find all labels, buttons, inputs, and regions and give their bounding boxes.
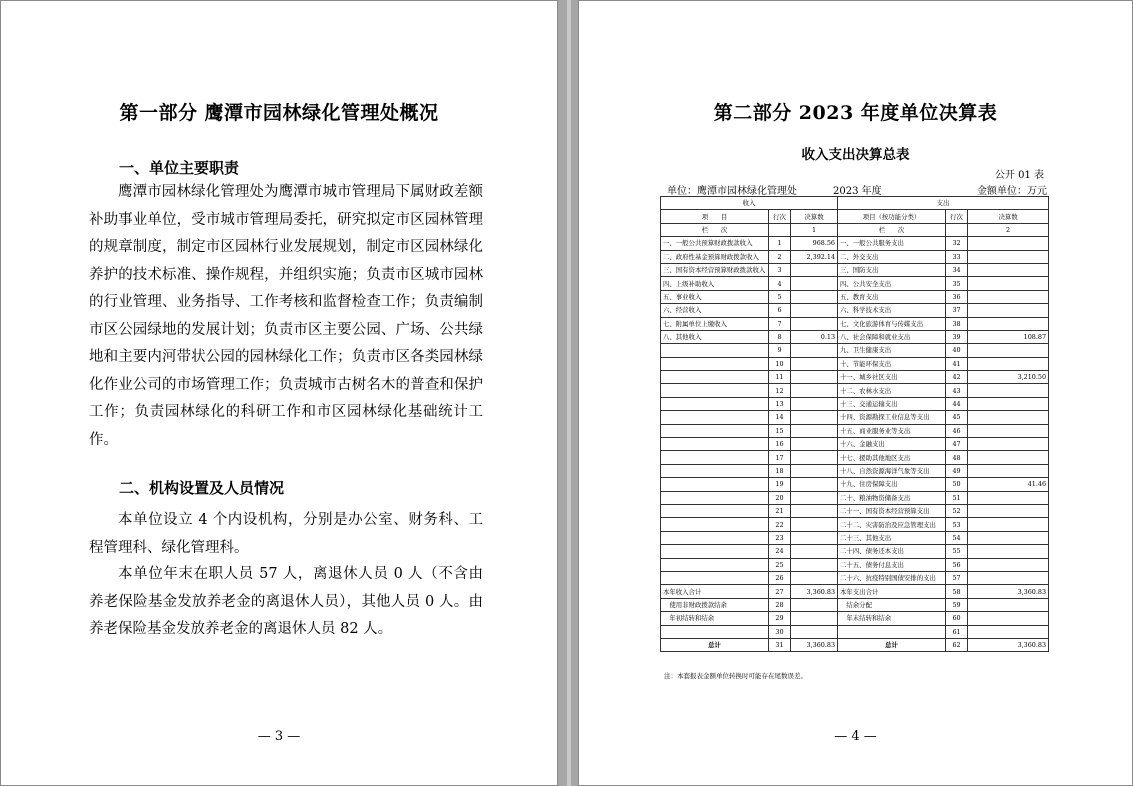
- table-row: [661, 585, 1049, 598]
- income-amount-cell: [791, 304, 838, 317]
- expense-row-no-cell: 60: [946, 612, 968, 625]
- expense-item-cell: 二十五、债务付息支出: [838, 558, 946, 571]
- header-income: 收入: [661, 197, 838, 210]
- income-amount-cell: [791, 545, 838, 558]
- income-amount-cell: [791, 571, 838, 584]
- document-page-left: [0, 0, 558, 786]
- income-item-cell: 三、国有资本经营预算财政拨款收入: [661, 263, 769, 276]
- expense-row-no-cell: 51: [946, 491, 968, 504]
- table-row: [661, 478, 1049, 491]
- table-row: [661, 344, 1049, 357]
- income-amount-cell: [791, 290, 838, 303]
- income-amount-cell: [791, 598, 838, 611]
- expense-item-cell: 十六、金融支出: [838, 438, 946, 451]
- header-col1: 1: [791, 223, 838, 236]
- header-lanci: 栏 次: [838, 223, 946, 236]
- expense-row-no-cell: 48: [946, 451, 968, 464]
- income-item-cell: [661, 451, 769, 464]
- expense-amount-cell: 3,360.83: [968, 585, 1049, 598]
- income-row-no-cell: 19: [769, 478, 791, 491]
- table-body: [661, 237, 1049, 652]
- income-item-cell: 五、事业收入: [661, 290, 769, 303]
- income-item-cell: 本年收入合计: [661, 585, 769, 598]
- expense-amount-cell: [968, 411, 1049, 424]
- expense-item-cell: 二十、粮油物资储备支出: [838, 491, 946, 504]
- expense-row-no-cell: 52: [946, 504, 968, 517]
- header-blank: [946, 223, 968, 236]
- income-row-no-cell: 23: [769, 531, 791, 544]
- income-item-cell: [661, 545, 769, 558]
- income-amount-cell: 2,392.14: [791, 250, 838, 263]
- expense-row-no-cell: 33: [946, 250, 968, 263]
- expense-row-no-cell: 49: [946, 464, 968, 477]
- expense-row-no-cell: 59: [946, 598, 968, 611]
- header-row-no: 行次: [769, 210, 791, 223]
- table-row: [661, 504, 1049, 517]
- expense-amount-cell: [968, 317, 1049, 330]
- expense-row-no-cell: 54: [946, 531, 968, 544]
- expense-row-no-cell: 34: [946, 263, 968, 276]
- expense-amount-cell: [968, 504, 1049, 517]
- income-row-no-cell: 20: [769, 491, 791, 504]
- income-amount-cell: [791, 424, 838, 437]
- expense-row-no-cell: 41: [946, 357, 968, 370]
- income-amount-cell: [791, 504, 838, 517]
- income-item-cell: 四、上级补助收入: [661, 277, 769, 290]
- expense-row-no-cell: 43: [946, 384, 968, 397]
- income-row-no-cell: 15: [769, 424, 791, 437]
- income-item-cell: 总计: [661, 638, 769, 651]
- income-row-no-cell: 5: [769, 290, 791, 303]
- expense-item-cell: 八、社会保障和就业支出: [838, 330, 946, 343]
- expense-amount-cell: [968, 571, 1049, 584]
- expense-row-no-cell: 32: [946, 237, 968, 250]
- income-item-cell: 八、其他收入: [661, 330, 769, 343]
- table-row: [661, 330, 1049, 343]
- income-amount-cell: [791, 263, 838, 276]
- expense-row-no-cell: 47: [946, 438, 968, 451]
- expense-item-cell: 总计: [838, 638, 946, 651]
- income-amount-cell: [791, 344, 838, 357]
- expense-row-no-cell: 61: [946, 625, 968, 638]
- income-item-cell: [661, 478, 769, 491]
- income-row-no-cell: 1: [769, 237, 791, 250]
- expense-item-cell: 二十三、其他支出: [838, 531, 946, 544]
- income-item-cell: 二、政府性基金预算财政拨款收入: [661, 250, 769, 263]
- expense-amount-cell: [968, 531, 1049, 544]
- income-row-no-cell: 24: [769, 545, 791, 558]
- expense-amount-cell: [968, 384, 1049, 397]
- page-title: 第二部分 2023 年度单位决算表: [713, 102, 998, 124]
- page-splitter[interactable]: [567, 0, 571, 786]
- income-item-cell: [661, 518, 769, 531]
- duties-paragraph: 鹰潭市园林绿化管理处为鹰潭市城市管理局下属财政差额补助事业单位，受市城市管理局委托，研究拟定市区园林管理的规章制度，制定市区园林行业发展规划，制定市区园林绿化养护的技术标准、操作规程，并组织实施；负责市区城市园林的行业管理、业务指导、工作考核和监督检查工作；负责编制市区公园绿地的发展计划；负责市区主要公园、广场、公共绿地和主要内河带状公园的园林绿化工作；负责市区各类园林绿化作业公司的市场管理工作；负责城市古树名木的普查和保护工作；负责园林绿化的科研工作和市区园林绿化基础统计工作。: [89, 184, 483, 448]
- income-amount-cell: [791, 464, 838, 477]
- header-row-no: 行次: [946, 210, 968, 223]
- income-amount-cell: [791, 397, 838, 410]
- table-row: [661, 558, 1049, 571]
- expense-item-cell: 九、卫生健康支出: [838, 344, 946, 357]
- expense-amount-cell: [968, 625, 1049, 638]
- income-row-no-cell: 22: [769, 518, 791, 531]
- expense-item-cell: 七、文化旅游体育与传媒支出: [838, 317, 946, 330]
- income-row-no-cell: 7: [769, 317, 791, 330]
- table-row: [661, 304, 1049, 317]
- income-amount-cell: [791, 384, 838, 397]
- document-page-right: [578, 0, 1133, 786]
- income-item-cell: [661, 571, 769, 584]
- expense-amount-cell: 108.87: [968, 330, 1049, 343]
- expense-row-no-cell: 57: [946, 571, 968, 584]
- expense-item-cell: 十五、商业服务业等支出: [838, 424, 946, 437]
- expense-amount-cell: 3,360.83: [968, 638, 1049, 651]
- expense-amount-cell: [968, 545, 1049, 558]
- table-row: [661, 438, 1049, 451]
- table-row: [661, 531, 1049, 544]
- income-row-no-cell: 28: [769, 598, 791, 611]
- expense-row-no-cell: 56: [946, 558, 968, 571]
- income-amount-cell: 968.56: [791, 237, 838, 250]
- expense-row-no-cell: 35: [946, 277, 968, 290]
- table-row: [661, 384, 1049, 397]
- expense-row-no-cell: 62: [946, 638, 968, 651]
- table-row: [661, 317, 1049, 330]
- section-heading-duties: 一、单位主要职责: [119, 159, 240, 177]
- income-item-cell: 六、经营收入: [661, 304, 769, 317]
- income-amount-cell: [791, 438, 838, 451]
- income-amount-cell: [791, 277, 838, 290]
- table-row: [661, 277, 1049, 290]
- table-row: [661, 290, 1049, 303]
- year-label: 2023 年度: [833, 186, 882, 197]
- expense-row-no-cell: 55: [946, 545, 968, 558]
- header-lanci: 栏 次: [661, 223, 769, 236]
- expense-row-no-cell: 46: [946, 424, 968, 437]
- expense-row-no-cell: 39: [946, 330, 968, 343]
- income-row-no-cell: 12: [769, 384, 791, 397]
- income-item-cell: [661, 397, 769, 410]
- table-row: [661, 625, 1049, 638]
- expense-row-no-cell: 42: [946, 371, 968, 384]
- income-row-no-cell: 10: [769, 357, 791, 370]
- expense-row-no-cell: 38: [946, 317, 968, 330]
- amount-unit-label: 金额单位：万元: [977, 186, 1047, 197]
- expense-row-no-cell: 53: [946, 518, 968, 531]
- page-number: — 4 —: [834, 729, 877, 744]
- expense-item-cell: 六、科学技术支出: [838, 304, 946, 317]
- expense-item-cell: 年末结转和结余: [838, 612, 946, 625]
- org-paragraph: 本单位设立 4 个内设机构，分别是办公室、财务科、工程管理科、绿化管理科。: [89, 512, 483, 556]
- table-note: 注：本套报表金额单位转换时可能存在尾数误差。: [664, 672, 807, 680]
- expense-item-cell: 十一、城乡社区支出: [838, 371, 946, 384]
- income-row-no-cell: 6: [769, 304, 791, 317]
- expense-row-no-cell: 50: [946, 478, 968, 491]
- table-row: [661, 411, 1049, 424]
- expense-amount-cell: [968, 424, 1049, 437]
- expense-item-cell: 十、节能环保支出: [838, 357, 946, 370]
- table-row: [661, 451, 1049, 464]
- income-amount-cell: [791, 625, 838, 638]
- header-col2: 2: [968, 223, 1049, 236]
- expense-item-cell: 结余分配: [838, 598, 946, 611]
- table-row: [661, 263, 1049, 276]
- section-heading-org: 二、机构设置及人员情况: [119, 479, 285, 497]
- income-item-cell: 年初结转和结余: [661, 612, 769, 625]
- table-row: [661, 357, 1049, 370]
- expense-amount-cell: [968, 263, 1049, 276]
- table-row: [661, 397, 1049, 410]
- income-amount-cell: 3,360.83: [791, 638, 838, 651]
- income-amount-cell: 0.13: [791, 330, 838, 343]
- expense-item-cell: 十八、自然资源海洋气象等支出: [838, 464, 946, 477]
- income-item-cell: [661, 491, 769, 504]
- expense-item-cell: 二十二、灾害防治及应急管理支出: [838, 518, 946, 531]
- income-row-no-cell: 8: [769, 330, 791, 343]
- income-item-cell: [661, 344, 769, 357]
- expense-item-cell: 二十四、债务还本支出: [838, 545, 946, 558]
- income-row-no-cell: 11: [769, 371, 791, 384]
- expense-item-cell: 二十六、抗疫特别国债安排的支出: [838, 571, 946, 584]
- table-row: [661, 250, 1049, 263]
- expense-amount-cell: [968, 277, 1049, 290]
- table-title: 收入支出决算总表: [801, 147, 910, 163]
- income-row-no-cell: 31: [769, 638, 791, 651]
- income-amount-cell: [791, 317, 838, 330]
- unit-label: 单位：鹰潭市园林绿化管理处: [667, 186, 797, 197]
- income-amount-cell: [791, 612, 838, 625]
- income-item-cell: [661, 558, 769, 571]
- expense-amount-cell: [968, 518, 1049, 531]
- table-row: [661, 545, 1049, 558]
- income-amount-cell: [791, 491, 838, 504]
- expense-amount-cell: [968, 344, 1049, 357]
- income-expense-table: [660, 196, 1049, 652]
- expense-row-no-cell: 40: [946, 344, 968, 357]
- header-item: 项 目: [661, 210, 769, 223]
- income-row-no-cell: 21: [769, 504, 791, 517]
- income-row-no-cell: 9: [769, 344, 791, 357]
- expense-item-cell: 十二、农林水支出: [838, 384, 946, 397]
- income-amount-cell: [791, 451, 838, 464]
- expense-amount-cell: 3,210.50: [968, 371, 1049, 384]
- income-item-cell: 七、附属单位上缴收入: [661, 317, 769, 330]
- expense-item-cell: 十三、交通运输支出: [838, 397, 946, 410]
- table-row: [661, 424, 1049, 437]
- income-item-cell: [661, 424, 769, 437]
- income-row-no-cell: 13: [769, 397, 791, 410]
- expense-item-cell: 十九、住房保障支出: [838, 478, 946, 491]
- income-item-cell: [661, 531, 769, 544]
- income-item-cell: [661, 504, 769, 517]
- expense-amount-cell: [968, 612, 1049, 625]
- expense-amount-cell: [968, 558, 1049, 571]
- table-row: [661, 571, 1049, 584]
- expense-item-cell: 三、国防支出: [838, 263, 946, 276]
- header-amount: 决算数: [968, 210, 1049, 223]
- expense-amount-cell: 41.46: [968, 478, 1049, 491]
- table-row: [661, 612, 1049, 625]
- income-row-no-cell: 27: [769, 585, 791, 598]
- income-item-cell: 一、一般公共预算财政拨款收入: [661, 237, 769, 250]
- expense-amount-cell: [968, 451, 1049, 464]
- income-amount-cell: [791, 531, 838, 544]
- expense-amount-cell: [968, 290, 1049, 303]
- table-row: [661, 464, 1049, 477]
- expense-row-no-cell: 45: [946, 411, 968, 424]
- expense-item-cell: 十七、援助其他地区支出: [838, 451, 946, 464]
- income-amount-cell: [791, 371, 838, 384]
- income-item-cell: [661, 357, 769, 370]
- table-row: [661, 518, 1049, 531]
- income-row-no-cell: 18: [769, 464, 791, 477]
- table-row: [661, 491, 1049, 504]
- table-row: [661, 371, 1049, 384]
- income-row-no-cell: 3: [769, 263, 791, 276]
- expense-item-cell: 本年支出合计: [838, 585, 946, 598]
- table-row: [661, 598, 1049, 611]
- expense-item-cell: 二十一、国有资本经营预算支出: [838, 504, 946, 517]
- income-row-no-cell: 30: [769, 625, 791, 638]
- expense-amount-cell: [968, 397, 1049, 410]
- header-expense: 支出: [838, 197, 1049, 210]
- income-row-no-cell: 16: [769, 438, 791, 451]
- expense-amount-cell: [968, 237, 1049, 250]
- income-item-cell: [661, 438, 769, 451]
- income-row-no-cell: 25: [769, 558, 791, 571]
- income-item-cell: [661, 625, 769, 638]
- table-row: [661, 237, 1049, 250]
- expense-item-cell: [838, 625, 946, 638]
- expense-item-cell: 二、外交支出: [838, 250, 946, 263]
- expense-row-no-cell: 36: [946, 290, 968, 303]
- expense-row-no-cell: 44: [946, 397, 968, 410]
- header-item-func: 项目（按功能分类）: [838, 210, 946, 223]
- income-amount-cell: [791, 357, 838, 370]
- page-title: 第一部分 鹰潭市园林绿化管理处概况: [119, 102, 439, 124]
- income-amount-cell: 3,360.83: [791, 585, 838, 598]
- income-row-no-cell: 26: [769, 571, 791, 584]
- income-row-no-cell: 29: [769, 612, 791, 625]
- staff-paragraph: 本单位年末在职人员 57 人，离退休人员 0 人（不含由养老保险基金发放养老金的离退休人员），其他人员 0 人。由养老保险基金发放养老金的离退休人员 82 人。: [89, 566, 483, 637]
- header-amount: 决算数: [791, 210, 838, 223]
- expense-amount-cell: [968, 438, 1049, 451]
- expense-row-no-cell: 37: [946, 304, 968, 317]
- expense-amount-cell: [968, 491, 1049, 504]
- expense-amount-cell: [968, 357, 1049, 370]
- page-number: — 3 —: [257, 729, 301, 744]
- income-item-cell: [661, 464, 769, 477]
- expense-amount-cell: [968, 464, 1049, 477]
- income-item-cell: 使用非财政拨款结余: [661, 598, 769, 611]
- expense-item-cell: 四、公共安全支出: [838, 277, 946, 290]
- income-item-cell: [661, 411, 769, 424]
- expense-amount-cell: [968, 250, 1049, 263]
- table-number: 公开 01 表: [994, 170, 1044, 181]
- income-amount-cell: [791, 518, 838, 531]
- expense-amount-cell: [968, 598, 1049, 611]
- income-amount-cell: [791, 558, 838, 571]
- expense-item-cell: 十四、资源勘探工业信息等支出: [838, 411, 946, 424]
- income-item-cell: [661, 371, 769, 384]
- header-blank: [769, 223, 791, 236]
- income-amount-cell: [791, 411, 838, 424]
- expense-amount-cell: [968, 304, 1049, 317]
- expense-item-cell: 一、一般公共服务支出: [838, 237, 946, 250]
- income-row-no-cell: 14: [769, 411, 791, 424]
- expense-item-cell: 五、教育支出: [838, 290, 946, 303]
- income-item-cell: [661, 384, 769, 397]
- income-row-no-cell: 4: [769, 277, 791, 290]
- income-row-no-cell: 2: [769, 250, 791, 263]
- expense-row-no-cell: 58: [946, 585, 968, 598]
- table-row: [661, 638, 1049, 651]
- income-amount-cell: [791, 478, 838, 491]
- income-row-no-cell: 17: [769, 451, 791, 464]
